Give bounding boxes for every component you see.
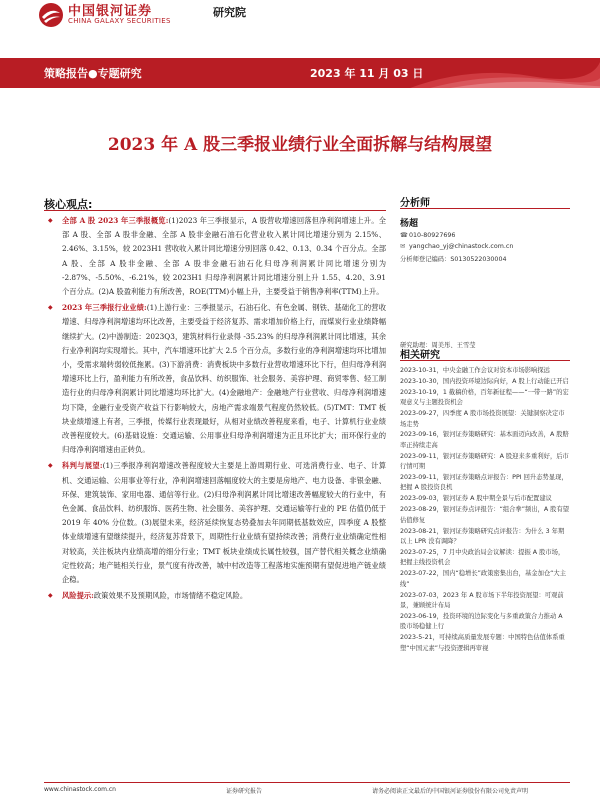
related-item[interactable]: 2023-08-29，银河证券点评报告：“组合拳”频出，A 股有望估值修复 bbox=[400, 506, 570, 524]
brand-logo bbox=[38, 0, 258, 34]
analyst-heading: 分析师 bbox=[400, 198, 430, 209]
email-icon: ✉ bbox=[400, 243, 406, 250]
analyst-cert: 分析师登记编码：S0130522030004 bbox=[400, 256, 507, 263]
report-type: 策略报告●专题研究 bbox=[44, 67, 142, 80]
report-title: 2023 年 A 股三季报业绩行业全面拆解与结构展望 bbox=[107, 135, 493, 155]
bullet-text: (1)三季报净利润增速改善程度较大主要是上游周期行业、可选消费行业、电子、计算机、交通运输、公用事业等行业，净利润增速回落幅度较大的主要是房地产、电力设备、非银金融、环保、建筑装饰、家用电器、通信等行业。(2)归母净利润累计同比增速改善幅度较大的行业中，有色金属、食品饮料、纺织服饰、医药生物、社会服务、美容护理、交通运输等行业的 PE 估值仍低于 2019 年 40% 分位数。(3)展望未来，经济延续恢复态势叠加去年同期低基数效应，四季度 A 股整体业绩增速有望继续提升，经济复苏背景下，周期性行业业绩有望持续改善；消费行业业绩确定性相对较高，关注板块内业绩高增的细分行业；TMT 板块业绩成长属性较强，国产替代相关概念业绩确定性较高；地产链相关行业，景气度有待改善，城中村改造等工程落地实施预期有望促进地产链业绩企稳。 bbox=[62, 461, 386, 585]
phone-value: 010-80927696 bbox=[409, 232, 456, 239]
related-item[interactable]: 2023-06-19，投资环境的边际变化与多重政策合力推动 A 股市场稳健上行 bbox=[400, 612, 563, 631]
related-item[interactable]: 2023-07-25，7 月中央政治局会议解读：提振 A 股市场，把握主线投资机会 bbox=[400, 548, 565, 567]
core-bullet bbox=[44, 589, 386, 603]
core-divider bbox=[44, 210, 386, 211]
footer-site[interactable]: www.chinastock.com.cn bbox=[44, 786, 116, 793]
analyst-email[interactable] bbox=[400, 243, 513, 250]
core-views-body bbox=[44, 214, 386, 605]
related-item[interactable]: 2023-09-11，银河证券策略研究：A 股迎来多重利好，后市行情可期 bbox=[400, 452, 569, 471]
phone-icon: ☎ bbox=[400, 232, 408, 239]
core-bullet bbox=[44, 214, 386, 299]
logo-chinese-name: 中国银河证券 bbox=[68, 4, 153, 19]
bullet-text: (1)上游行业：三季报显示，石油石化、有色金属、钢铁、基础化工的营收增速、归母净利润增速均环比改善，主要受益于经济复苏、需求增加价格上行，而煤炭行业业绩降幅继续扩大。(2)中游制造：2023Q3，建筑材料行业录得 -35.23% 的归母净利润累计同比增速，其余行业净利润均实现增长。其中，汽车增速环比扩大 2.5 个百分点，多数行业的净利润增速均环比增加小，受需求端转弱较低拖累。(3)下游消费：消费板块中多数行业营收增速环比下行，但归母净利润增速环比上行，盈利能力有所改善，食品饮料、纺织服饰、社会服务、美容护理、商贸零售、轻工制造行业的归母净利润累计同比增速均环比扩大。(4)金融地产：金融地产行业营收、归母净利润增速均下降，金融行业受资产收益下行影响较大，房地产需求端景气程度仍然较低。(5)TMT：TMT 板块业绩增速上有者，三季报，传媒行业表现最好，从相对业绩改善程度来看，电子、计算机行业业绩改善程度较大。(6)基础设施：交通运输、公用事业归母净利润增速为正且环比扩大；而环保行业的归母净利润增速由正转负。 bbox=[62, 303, 386, 455]
footer-label: 证券研究报告 bbox=[226, 788, 263, 795]
core-views-heading: 核心观点: bbox=[44, 198, 93, 211]
bullet-text: 政策效果不及预期风险，市场情绪不稳定风险。 bbox=[93, 591, 248, 601]
related-item[interactable]: 2023-07-22，国内“稳增长”政策密集出台，基金加仓“大主线” bbox=[400, 570, 567, 588]
footer-disclaimer: 请务必阅读正文最后的中国银河证券股份有限公司免责声明 bbox=[372, 788, 529, 795]
core-bullet bbox=[44, 301, 386, 457]
bullet-heading: 2023 年三季报行业业绩: bbox=[62, 303, 147, 313]
bullet-heading: 全部 A 股 2023 年三季报概览: bbox=[62, 216, 169, 225]
bullet-text: (1)2023 年三季报显示，A 股营收增速回落但净利润增速上升。全部 A 股、全部 A 股非金融、全部 A 股非金融石油石化营业收入累计同比增速分别为 2.15%、2.46%、3.15%，较 2023H1 营收收入累计同比增速分别回落 0.42、0.13、0.34 个百分点。全部 A 股、全部 A 股非金融、全部 A 股非金融石油石化归母净利润累计同比增速分别为 -2.87%、-5.50%、-6.21%，较 2023H1 归母净利润累计同比增速分别上升 1.55、4.20、3.91 个百分点。(2)A 股盈利能力有所改善，ROE(TTM)小幅上升，主要受益于销售净利率(TTM)上升。 bbox=[62, 216, 386, 297]
core-bullet bbox=[44, 459, 386, 587]
analyst-name: 杨超 bbox=[400, 219, 419, 229]
band-decoration bbox=[410, 58, 600, 88]
research-assistants: 研究助理：周美彤、王雪莹 bbox=[400, 342, 476, 349]
header-band bbox=[0, 58, 600, 88]
related-heading: 相关研究 bbox=[400, 350, 440, 361]
related-item[interactable]: 2023-09-27，四季度 A 股市场投资展望：关键洞察决定市场走势 bbox=[400, 410, 565, 428]
related-item[interactable]: 2023-10-30，国内投资环境边际向好，A 股上行动能已开启 bbox=[400, 377, 569, 385]
institute-label: 研究院 bbox=[213, 6, 246, 19]
related-item[interactable]: 2023-5-21，可持续高质量发展专题：中国特色估值体系重塑“中国元素”与投资逻辑再审视 bbox=[400, 634, 565, 652]
related-research-list bbox=[400, 366, 570, 654]
related-item[interactable]: 2023-09-03，银河证券 A 股中期全景与后市配置建议 bbox=[400, 495, 552, 503]
bullet-heading: 风险提示: bbox=[62, 591, 94, 601]
related-item[interactable]: 2023-07-03，2023 年 A 股市场下半年投资展望：可观前景，兼顾统计布局 bbox=[400, 591, 564, 609]
footer-divider bbox=[44, 782, 570, 783]
analyst-divider bbox=[400, 208, 570, 209]
analyst-phone bbox=[400, 232, 455, 239]
galaxy-logo-icon bbox=[38, 2, 64, 28]
related-item[interactable]: 2023-10-31，中央金融工作会议对资本市场影响探远 bbox=[400, 367, 550, 374]
logo-english-name: CHINA GALAXY SECURITIES bbox=[68, 17, 171, 25]
related-item[interactable]: 2023-08-21，银河证券策略研究点评报告：为什么 3 年期以上 LPR 没有调降？ bbox=[400, 527, 565, 545]
related-divider bbox=[400, 360, 570, 361]
bullet-heading: 科判与展望: bbox=[62, 461, 103, 471]
related-item[interactable]: 2023-09-16，银河证券策略研究：基本面迈向改善，A 股赔率正持续走高 bbox=[400, 431, 569, 449]
related-item[interactable]: 2023-10-19，1 截稿价格，百年新征程——“一带一路”的宏观意义与主题投资机会 bbox=[400, 388, 569, 407]
report-date: 2023 年 11 月 03 日 bbox=[310, 67, 424, 80]
related-item[interactable]: 2023-09-11，银河证券策略点评报告：PPI 回升态势显现，把握 A 股投资良机 bbox=[400, 474, 568, 492]
email-value[interactable]: yangchao_yj@chinastock.com.cn bbox=[409, 243, 514, 250]
